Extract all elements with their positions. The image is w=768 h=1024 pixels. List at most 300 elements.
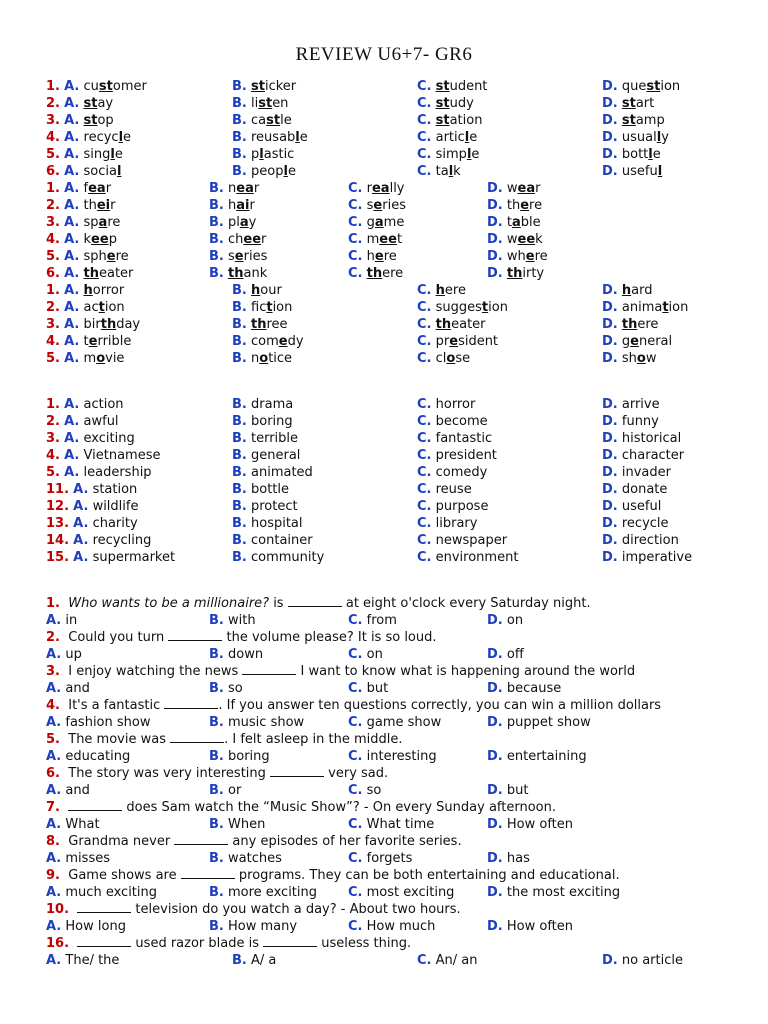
option[interactable] [417, 430, 492, 447]
option[interactable] [232, 333, 304, 350]
option-text: up [65, 647, 82, 662]
option-text: character [621, 448, 685, 463]
option-letter: D. [487, 181, 503, 196]
option[interactable] [487, 180, 540, 197]
option[interactable] [46, 231, 117, 248]
option[interactable] [602, 464, 671, 481]
question-row [0, 163, 768, 180]
word-part: bir [83, 317, 101, 332]
word-part: n [228, 181, 237, 196]
option[interactable] [417, 112, 482, 129]
option[interactable] [417, 146, 479, 163]
option[interactable] [46, 248, 129, 265]
option[interactable] [602, 78, 680, 95]
underlined-sound: ea [371, 181, 390, 196]
option[interactable] [46, 163, 121, 180]
question-part: at eight o'clock every Saturday night. [341, 596, 591, 611]
answer-blank[interactable] [288, 595, 342, 607]
option[interactable] [46, 748, 130, 765]
underlined-sound: l [259, 147, 264, 162]
option[interactable] [46, 350, 124, 367]
option[interactable] [46, 316, 140, 333]
option-text: What time [366, 817, 435, 832]
option-letter: C. [348, 783, 363, 798]
answer-blank[interactable] [174, 833, 228, 845]
option[interactable] [417, 299, 508, 316]
option[interactable] [348, 197, 406, 214]
option[interactable] [602, 333, 672, 350]
word-part: sph [83, 249, 107, 264]
underlined-sound: l [118, 130, 124, 145]
option[interactable] [232, 481, 289, 498]
option[interactable] [602, 549, 692, 566]
option[interactable] [602, 146, 661, 163]
option[interactable] [46, 515, 138, 532]
question-part: very sad. [324, 766, 389, 781]
option[interactable] [602, 282, 652, 299]
word-part: g [366, 215, 375, 230]
option[interactable] [417, 549, 518, 566]
question-text [46, 867, 620, 884]
question-row [0, 646, 768, 663]
option-letter: B. [209, 885, 224, 900]
question-number: 11. [46, 482, 70, 497]
option-letter: A. [64, 300, 80, 315]
option-letter: A. [64, 414, 80, 429]
option[interactable] [487, 748, 587, 765]
option-text: exciting [83, 431, 135, 446]
option[interactable] [232, 350, 292, 367]
option[interactable] [46, 447, 160, 464]
option[interactable] [232, 112, 292, 129]
option[interactable] [46, 197, 116, 214]
underlined-sound: o [96, 351, 106, 366]
option[interactable] [232, 464, 313, 481]
word-part: t [83, 334, 89, 349]
option[interactable] [348, 214, 404, 231]
option-text: and [65, 681, 90, 696]
option[interactable] [602, 532, 679, 549]
word-part: icker [264, 79, 297, 94]
word-part: pr [435, 334, 450, 349]
option[interactable] [417, 498, 488, 515]
option-text: imperative [621, 550, 693, 565]
word-part: th [83, 198, 97, 213]
question-number: 7. [46, 800, 60, 815]
option[interactable] [487, 612, 523, 629]
option[interactable] [209, 612, 256, 629]
option-letter: C. [348, 266, 363, 281]
option[interactable] [602, 481, 667, 498]
option[interactable] [232, 515, 303, 532]
option-text: The/ the [65, 953, 120, 968]
word-part: re [529, 198, 543, 213]
option[interactable] [232, 146, 294, 163]
question-number: 5. [46, 147, 60, 162]
option-letter: B. [232, 334, 247, 349]
option[interactable] [209, 197, 255, 214]
option-letter: B. [209, 681, 224, 696]
question-number: 2. [46, 630, 60, 645]
question-number: 3. [46, 431, 60, 446]
option-text: so [366, 783, 382, 798]
question-number: 5. [46, 351, 60, 366]
question-row [0, 532, 768, 549]
word-part: r [105, 181, 112, 196]
question-part: The movie was [68, 732, 171, 747]
option[interactable] [46, 816, 100, 833]
option[interactable] [602, 515, 669, 532]
option[interactable] [417, 481, 472, 498]
option[interactable] [232, 532, 313, 549]
option-letter: A. [64, 317, 80, 332]
option[interactable] [417, 396, 475, 413]
word-part: e [469, 130, 478, 145]
underlined-sound: ea [236, 181, 254, 196]
option[interactable] [209, 816, 265, 833]
word-part: ble [520, 215, 541, 230]
option-text: leadership [83, 465, 152, 480]
option[interactable] [348, 918, 435, 935]
option[interactable] [209, 850, 282, 867]
option[interactable] [46, 481, 137, 498]
word-part: p [251, 147, 260, 162]
option[interactable] [46, 180, 111, 197]
underlined-sound: e [278, 334, 288, 349]
option-letter: B. [232, 96, 247, 111]
option-letter: B. [209, 613, 224, 628]
option[interactable] [232, 95, 288, 112]
option-text: library [435, 516, 478, 531]
answer-blank[interactable] [77, 901, 131, 913]
option[interactable] [209, 714, 304, 731]
option[interactable] [46, 918, 126, 935]
option[interactable] [602, 316, 658, 333]
underlined-sound: h [251, 283, 261, 298]
word-part: w [645, 351, 657, 366]
option[interactable] [348, 248, 397, 265]
option[interactable] [209, 265, 267, 282]
option[interactable] [348, 612, 397, 629]
underlined-sound: t [481, 300, 489, 315]
option[interactable] [46, 646, 82, 663]
option[interactable] [417, 464, 487, 481]
option-letter: D. [602, 130, 618, 145]
option[interactable] [602, 447, 684, 464]
option[interactable] [487, 918, 573, 935]
question-number: 4. [46, 232, 60, 247]
underlined-sound: th [83, 266, 99, 281]
option[interactable] [209, 180, 259, 197]
option[interactable] [348, 180, 405, 197]
option-text: much exciting [65, 885, 158, 900]
question-part: programs. They can be both entertaining and educational. [234, 868, 620, 883]
option-letter: A. [64, 164, 80, 179]
option[interactable] [487, 646, 524, 663]
option-letter: B. [232, 482, 247, 497]
question-stem [0, 901, 768, 918]
option-text: How many [228, 919, 298, 934]
option[interactable] [602, 350, 656, 367]
option[interactable] [46, 850, 110, 867]
option-text: environment [435, 550, 519, 565]
word-part: h [228, 198, 237, 213]
option[interactable] [348, 680, 388, 697]
option[interactable] [232, 549, 324, 566]
option-letter: B. [209, 249, 224, 264]
question-number: 14. [46, 533, 70, 548]
option[interactable] [417, 447, 497, 464]
option[interactable] [46, 782, 90, 799]
option[interactable] [46, 612, 77, 629]
option[interactable] [46, 282, 124, 299]
option[interactable] [602, 112, 665, 129]
option[interactable] [46, 498, 138, 515]
answer-blank[interactable] [270, 765, 324, 777]
option-letter: C. [348, 715, 363, 730]
option-letter: D. [602, 550, 618, 565]
option[interactable] [487, 782, 528, 799]
question-number: 16. [46, 936, 70, 951]
option[interactable] [487, 816, 573, 833]
option[interactable] [209, 782, 241, 799]
option-letter: C. [348, 749, 363, 764]
question-row [0, 549, 768, 566]
word-part: bott [621, 147, 649, 162]
option-letter: A. [64, 351, 80, 366]
option[interactable] [602, 952, 683, 969]
option[interactable] [348, 231, 402, 248]
word-part: s [366, 198, 374, 213]
option-text: fashion show [65, 715, 151, 730]
question-number: 2. [46, 198, 60, 213]
option[interactable] [417, 78, 487, 95]
question-row [0, 180, 768, 197]
option[interactable] [417, 515, 477, 532]
option[interactable] [46, 714, 150, 731]
option[interactable] [348, 816, 434, 833]
option-letter: A. [46, 647, 62, 662]
option[interactable] [46, 464, 152, 481]
option[interactable] [46, 680, 90, 697]
option[interactable] [602, 299, 688, 316]
option-letter: B. [232, 397, 247, 412]
option[interactable] [417, 532, 507, 549]
option-text: but [366, 681, 389, 696]
option[interactable] [232, 299, 292, 316]
option-letter: A. [73, 516, 89, 531]
word-part: sugges [435, 300, 482, 315]
option[interactable] [46, 333, 131, 350]
option[interactable] [348, 884, 454, 901]
option[interactable] [602, 498, 661, 515]
word-part: eater [99, 266, 134, 281]
option[interactable] [602, 95, 654, 112]
option[interactable] [232, 78, 296, 95]
answer-blank[interactable] [168, 629, 222, 641]
option-text: How often [506, 919, 574, 934]
option[interactable] [232, 163, 296, 180]
answer-blank[interactable] [263, 935, 317, 947]
word-part: ation [449, 113, 483, 128]
option-text: action [83, 397, 124, 412]
option[interactable] [487, 680, 561, 697]
option-text: Vietnamese [83, 448, 161, 463]
option[interactable] [232, 129, 308, 146]
option[interactable] [209, 918, 297, 935]
option-letter: C. [348, 249, 363, 264]
option[interactable] [232, 430, 298, 447]
option[interactable] [46, 112, 114, 129]
option[interactable] [46, 413, 119, 430]
option-letter: D. [602, 283, 618, 298]
word-part: me [383, 215, 405, 230]
word-part: ries [382, 198, 406, 213]
option[interactable] [417, 333, 498, 350]
option[interactable] [209, 248, 267, 265]
option-text: newspaper [435, 533, 508, 548]
option[interactable] [46, 430, 135, 447]
underlined-sound: st [435, 79, 450, 94]
option[interactable] [46, 532, 151, 549]
option-text: entertaining [506, 749, 587, 764]
option[interactable] [232, 447, 300, 464]
option-text: misses [65, 851, 110, 866]
option[interactable] [487, 850, 530, 867]
question-row [0, 884, 768, 901]
option[interactable] [417, 129, 477, 146]
question-part: . If you answer ten questions correctly, you can win a million dollars [218, 698, 662, 713]
option[interactable] [46, 214, 120, 231]
option[interactable] [46, 299, 125, 316]
answer-blank[interactable] [181, 867, 235, 879]
option-text: bottle [251, 482, 290, 497]
option-text: awful [83, 414, 119, 429]
option[interactable] [417, 163, 461, 180]
option-text: invader [621, 465, 671, 480]
option-letter: A. [64, 147, 80, 162]
option[interactable] [46, 129, 131, 146]
word-part: ta [435, 164, 449, 179]
option[interactable] [348, 782, 381, 799]
option[interactable] [602, 163, 662, 180]
option[interactable] [487, 884, 620, 901]
option[interactable] [232, 316, 288, 333]
option[interactable] [209, 748, 270, 765]
option-letter: B. [232, 317, 247, 332]
option[interactable] [46, 396, 124, 413]
option[interactable] [46, 952, 119, 969]
option[interactable] [417, 350, 470, 367]
option-letter: D. [602, 397, 618, 412]
word-part: re [534, 249, 548, 264]
option[interactable] [602, 129, 669, 146]
question-stem [0, 629, 768, 646]
option[interactable] [232, 498, 298, 515]
option[interactable] [232, 413, 293, 430]
option[interactable] [46, 265, 133, 282]
option-letter: D. [602, 147, 618, 162]
underlined-sound: a [374, 215, 384, 230]
answer-blank[interactable] [242, 663, 296, 675]
option[interactable] [232, 396, 293, 413]
option[interactable] [417, 952, 477, 969]
option[interactable] [232, 952, 276, 969]
answer-blank[interactable] [77, 935, 131, 947]
option-letter: A. [64, 334, 80, 349]
word-part: ion [660, 79, 681, 94]
option[interactable] [417, 95, 474, 112]
option[interactable] [487, 265, 544, 282]
option[interactable] [46, 78, 147, 95]
option[interactable] [348, 748, 437, 765]
option[interactable] [209, 646, 263, 663]
answer-blank[interactable] [164, 697, 218, 709]
question-number: 1. [46, 181, 60, 196]
question-number: 2. [46, 96, 60, 111]
option[interactable] [487, 231, 543, 248]
option[interactable] [209, 884, 317, 901]
option-letter: C. [417, 79, 432, 94]
word-part: r [535, 181, 541, 196]
option[interactable] [348, 646, 383, 663]
option-letter: A. [64, 431, 80, 446]
question-number: 4. [46, 334, 60, 349]
question-part: is [269, 596, 288, 611]
option[interactable] [348, 265, 403, 282]
option[interactable] [487, 214, 541, 231]
option[interactable] [209, 680, 243, 697]
option[interactable] [209, 214, 256, 231]
option-text: container [251, 533, 313, 548]
option[interactable] [417, 413, 488, 430]
option[interactable] [487, 714, 591, 731]
question-stem [0, 765, 768, 782]
underlined-sound: a [239, 215, 249, 230]
option[interactable] [46, 146, 123, 163]
option[interactable] [417, 316, 486, 333]
option[interactable] [348, 714, 441, 731]
question-row [0, 231, 768, 248]
underlined-sound: e [525, 249, 535, 264]
option[interactable] [487, 248, 548, 265]
option[interactable] [46, 95, 113, 112]
option[interactable] [46, 884, 157, 901]
word-part: amp [635, 113, 665, 128]
option[interactable] [417, 282, 466, 299]
option-letter: C. [348, 817, 363, 832]
option[interactable] [46, 549, 175, 566]
option-text: purpose [435, 499, 489, 514]
option[interactable] [602, 396, 660, 413]
answer-blank[interactable] [170, 731, 224, 743]
underlined-sound: st [435, 96, 450, 111]
option[interactable] [348, 850, 412, 867]
option[interactable] [209, 231, 266, 248]
word-part: w [506, 181, 518, 196]
option-text: recycle [621, 516, 669, 531]
question-row [0, 197, 768, 214]
question-part: Could you turn [68, 630, 169, 645]
option[interactable] [487, 197, 542, 214]
option[interactable] [232, 282, 282, 299]
answer-blank[interactable] [68, 799, 122, 811]
word-part: re [383, 249, 397, 264]
word-part: e [471, 147, 480, 162]
question-text [46, 595, 591, 612]
option[interactable] [602, 430, 681, 447]
option[interactable] [602, 413, 659, 430]
